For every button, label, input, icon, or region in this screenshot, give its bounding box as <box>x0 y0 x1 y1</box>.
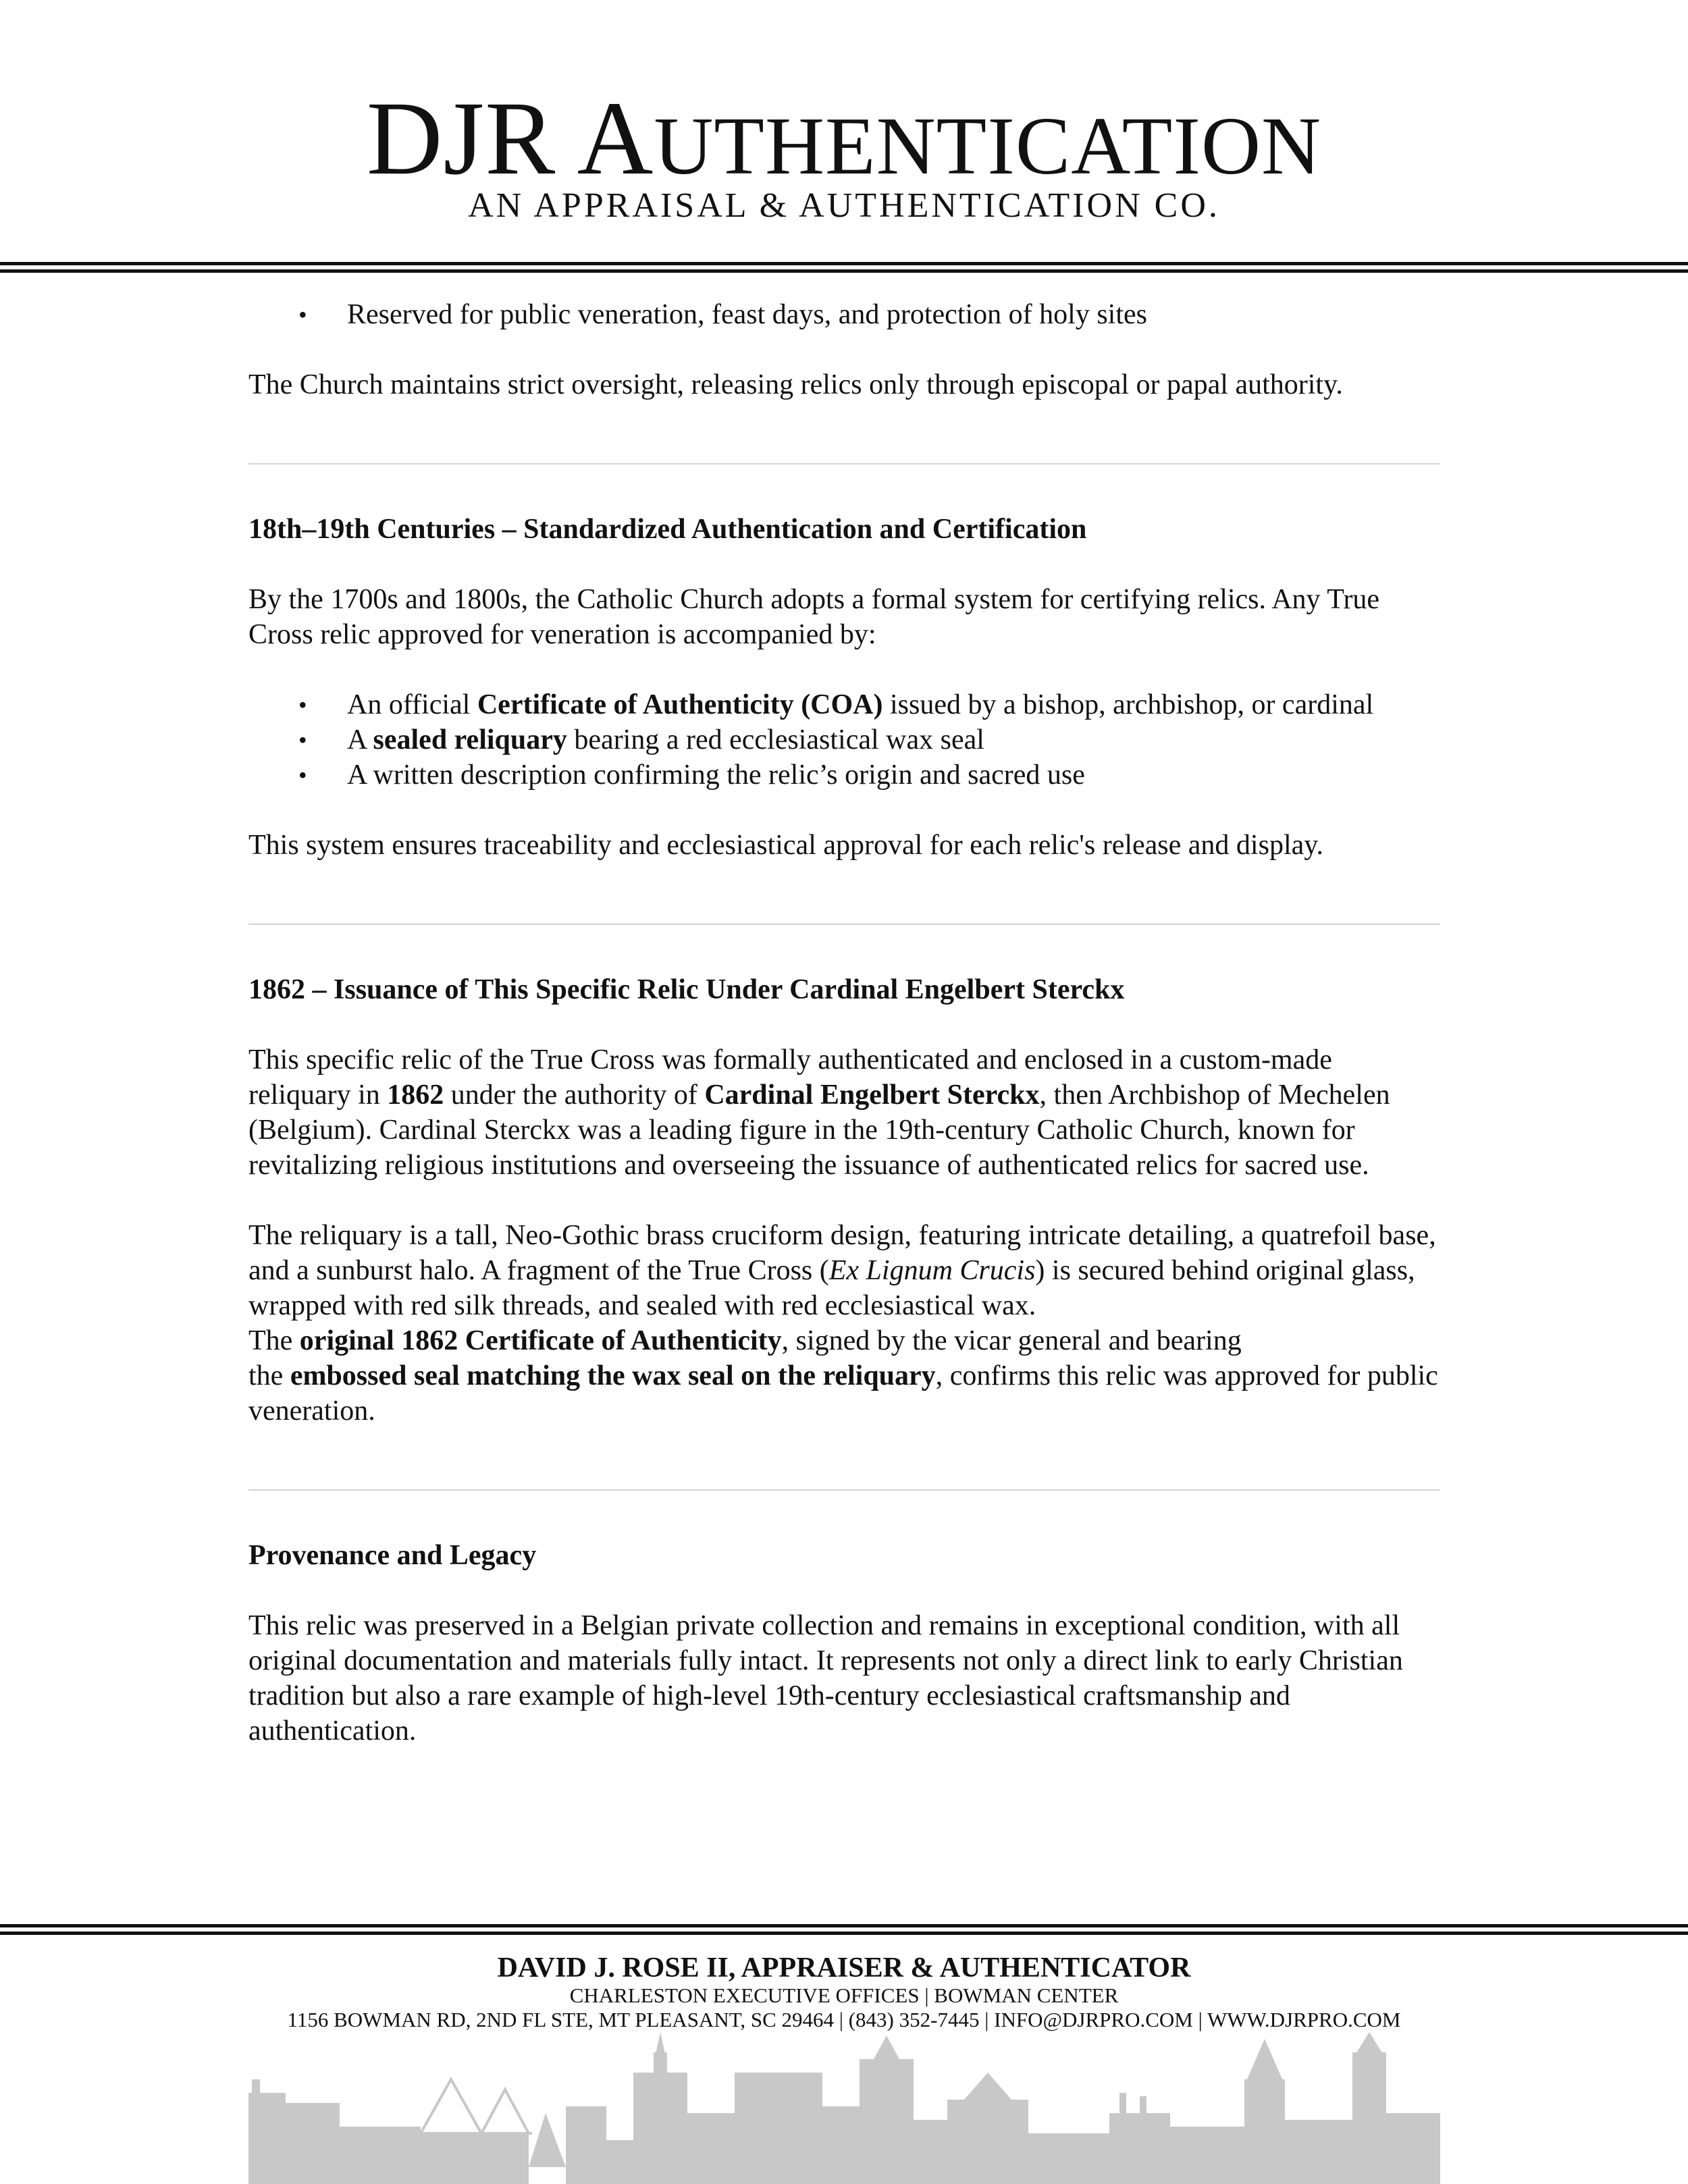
list-item: • Reserved for public veneration, feast days, and protection of holy sites <box>347 297 1440 332</box>
list-item: • A written description confirming the relic’s origin and sacred use <box>347 757 1440 793</box>
section-heading-certification: 18th–19th Centuries – Standardized Authentication and Certification <box>248 514 1087 545</box>
company-name <box>0 80 1688 201</box>
footer-appraiser-name: DAVID J. ROSE II, APPRAISER & AUTHENTICATOR <box>497 1952 1191 1983</box>
header-rule <box>0 262 1688 273</box>
company-tagline: AN APPRAISAL & AUTHENTICATION CO. <box>468 186 1220 225</box>
intro-closing-paragraph: The Church maintains strict oversight, releasing relics only through episcopal or papal authority. <box>248 369 1343 400</box>
section-heading-provenance: Provenance and Legacy <box>248 1540 537 1571</box>
company-name-rest: UTHENTICATION <box>654 101 1322 192</box>
company-name-a: A <box>577 80 654 196</box>
list-item: • A sealed reliquary bearing a red ecclesiastical wax seal <box>347 722 1440 757</box>
footer-contact-line: 1156 BOWMAN RD, 2ND FL STE, MT PLEASANT, SC 29464 | (843) 352-7445 | INFO@DJRPRO.COM | WWW.DJRPRO.COM <box>287 2008 1401 2031</box>
list-item: • An official Certificate of Authenticity (COA) issued by a bishop, archbishop, or cardinal <box>347 687 1440 722</box>
provenance-paragraph: This relic was preserved in a Belgian private collection and remains in exceptional condition, with all original documentation and materials fully intact. It represents not only a direct link to early Christian tradition but also a rare example of high-level 19th-century ecclesiastical craftsmanship and authentication. <box>248 1610 1403 1747</box>
certification-intro-paragraph: By the 1700s and 1800s, the Catholic Church adopts a formal system for certifying relics. Any True Cross relic approved for veneration is accompanied by: <box>248 584 1380 650</box>
document-body <box>248 297 1440 1749</box>
company-name-djr: DJR <box>366 80 556 196</box>
section-heading-1862: 1862 – Issuance of This Specific Relic Under Cardinal Engelbert Sterckx <box>248 974 1125 1005</box>
reliquary-description-paragraph: The reliquary is a tall, Neo-Gothic brass cruciform design, featuring intricate detailing, a quatrefoil base, and a sunburst halo. A fragment of the True Cross (Ex Lignum Crucis) is secured behind original glass, wrapped with red silk threads, and sealed with red ecclesiastical wax. The original 1862 Certificate of Authenticity, signed by the vicar general and bearing the embossed seal matching the wax seal on the reliquary, confirms this relic was approved for public veneration. <box>248 1220 1438 1427</box>
footer-rule <box>0 1924 1688 1935</box>
certification-bullet-list <box>248 687 1440 793</box>
intro-bullet-list <box>248 297 1440 332</box>
skyline-illustration <box>248 2032 1440 2184</box>
footer-office: CHARLESTON EXECUTIVE OFFICES | BOWMAN CENTER <box>569 1983 1119 2007</box>
certification-closing-paragraph: This system ensures traceability and ecclesiastical approval for each relic's release and display. <box>248 830 1324 861</box>
relic-1862-paragraph: This specific relic of the True Cross was formally authenticated and enclosed in a custom-made reliquary in 1862 under the authority of Cardinal Engelbert Sterckx, then Archbishop of Mechelen (Belgium). Cardinal Sterckx was a leading figure in the 19th-century Catholic Church, known for revitalizing religious institutions and overseeing the issuance of authenticated relics for sacred use. <box>248 1044 1390 1181</box>
